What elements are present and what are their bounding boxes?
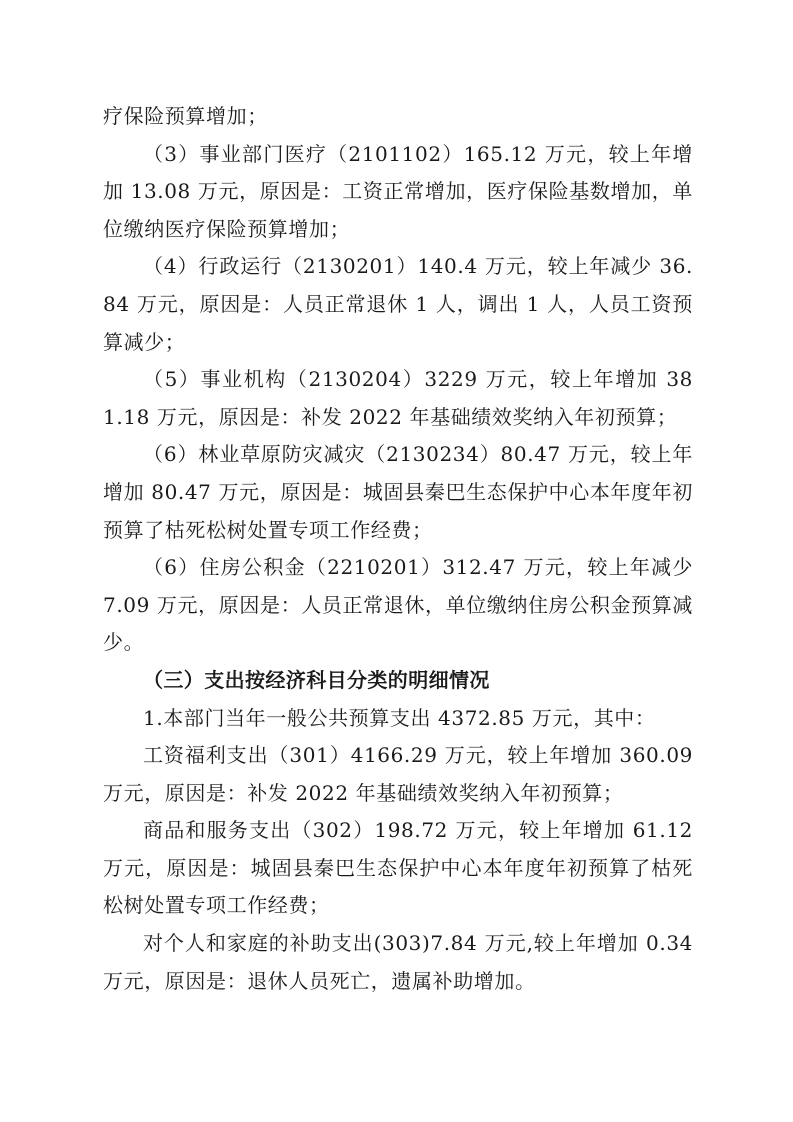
paragraph-wages-welfare: 工资福利支出（301）4166.29 万元，较上年增加 360.09 万元，原因是：补发 2022 年基础绩效奖纳入年初预算； [103, 743, 693, 805]
paragraph-total-expenditure: 1.本部门当年一般公共预算支出 4372.85 万元，其中： [143, 705, 656, 730]
document-body [103, 98, 693, 1000]
paragraph-personal-subsidy: 对个人和家庭的补助支出(303)7.84 万元,较上年增加 0.34 万元，原因是：退休人员死亡，遗属补助增加。 [103, 931, 693, 993]
paragraph-item-5-institution: （5）事业机构（2130204）3229 万元，较上年增加 381.18 万元，原因是：补发 2022 年基础绩效奖纳入年初预算； [103, 367, 693, 429]
paragraph-item-6-forestry: （6）林业草原防灾减灾（2130234）80.47 万元，较上年增加 80.47 万元，原因是：城固县秦巴生态保护中心本年度年初预算了枯死松树处置专项工作经费； [103, 442, 693, 542]
section-heading-economic-classification: （三）支出按经济科目分类的明细情况 [143, 667, 490, 692]
paragraph-goods-services: 商品和服务支出（302）198.72 万元，较上年增加 61.12 万元，原因是：城固县秦巴生态保护中心本年度年初预算了枯死松树处置专项工作经费； [103, 818, 693, 918]
paragraph-item-3-medical: （3）事业部门医疗（2101102）165.12 万元，较上年增加 13.08 万元，原因是：工资正常增加，医疗保险基数增加，单位缴纳医疗保险预算增加； [103, 141, 693, 241]
paragraph-item-4-admin: （4）行政运行（2130201）140.4 万元，较上年减少 36.84 万元，原因是：人员正常退休 1 人，调出 1 人，人员工资预算减少； [103, 254, 693, 354]
paragraph-item-6-housing-fund: （6）住房公积金（2210201）312.47 万元，较上年减少 7.09 万元，原因是：人员正常退休，单位缴纳住房公积金预算减少。 [103, 555, 693, 655]
paragraph-continuation: 疗保险预算增加； [103, 104, 268, 128]
